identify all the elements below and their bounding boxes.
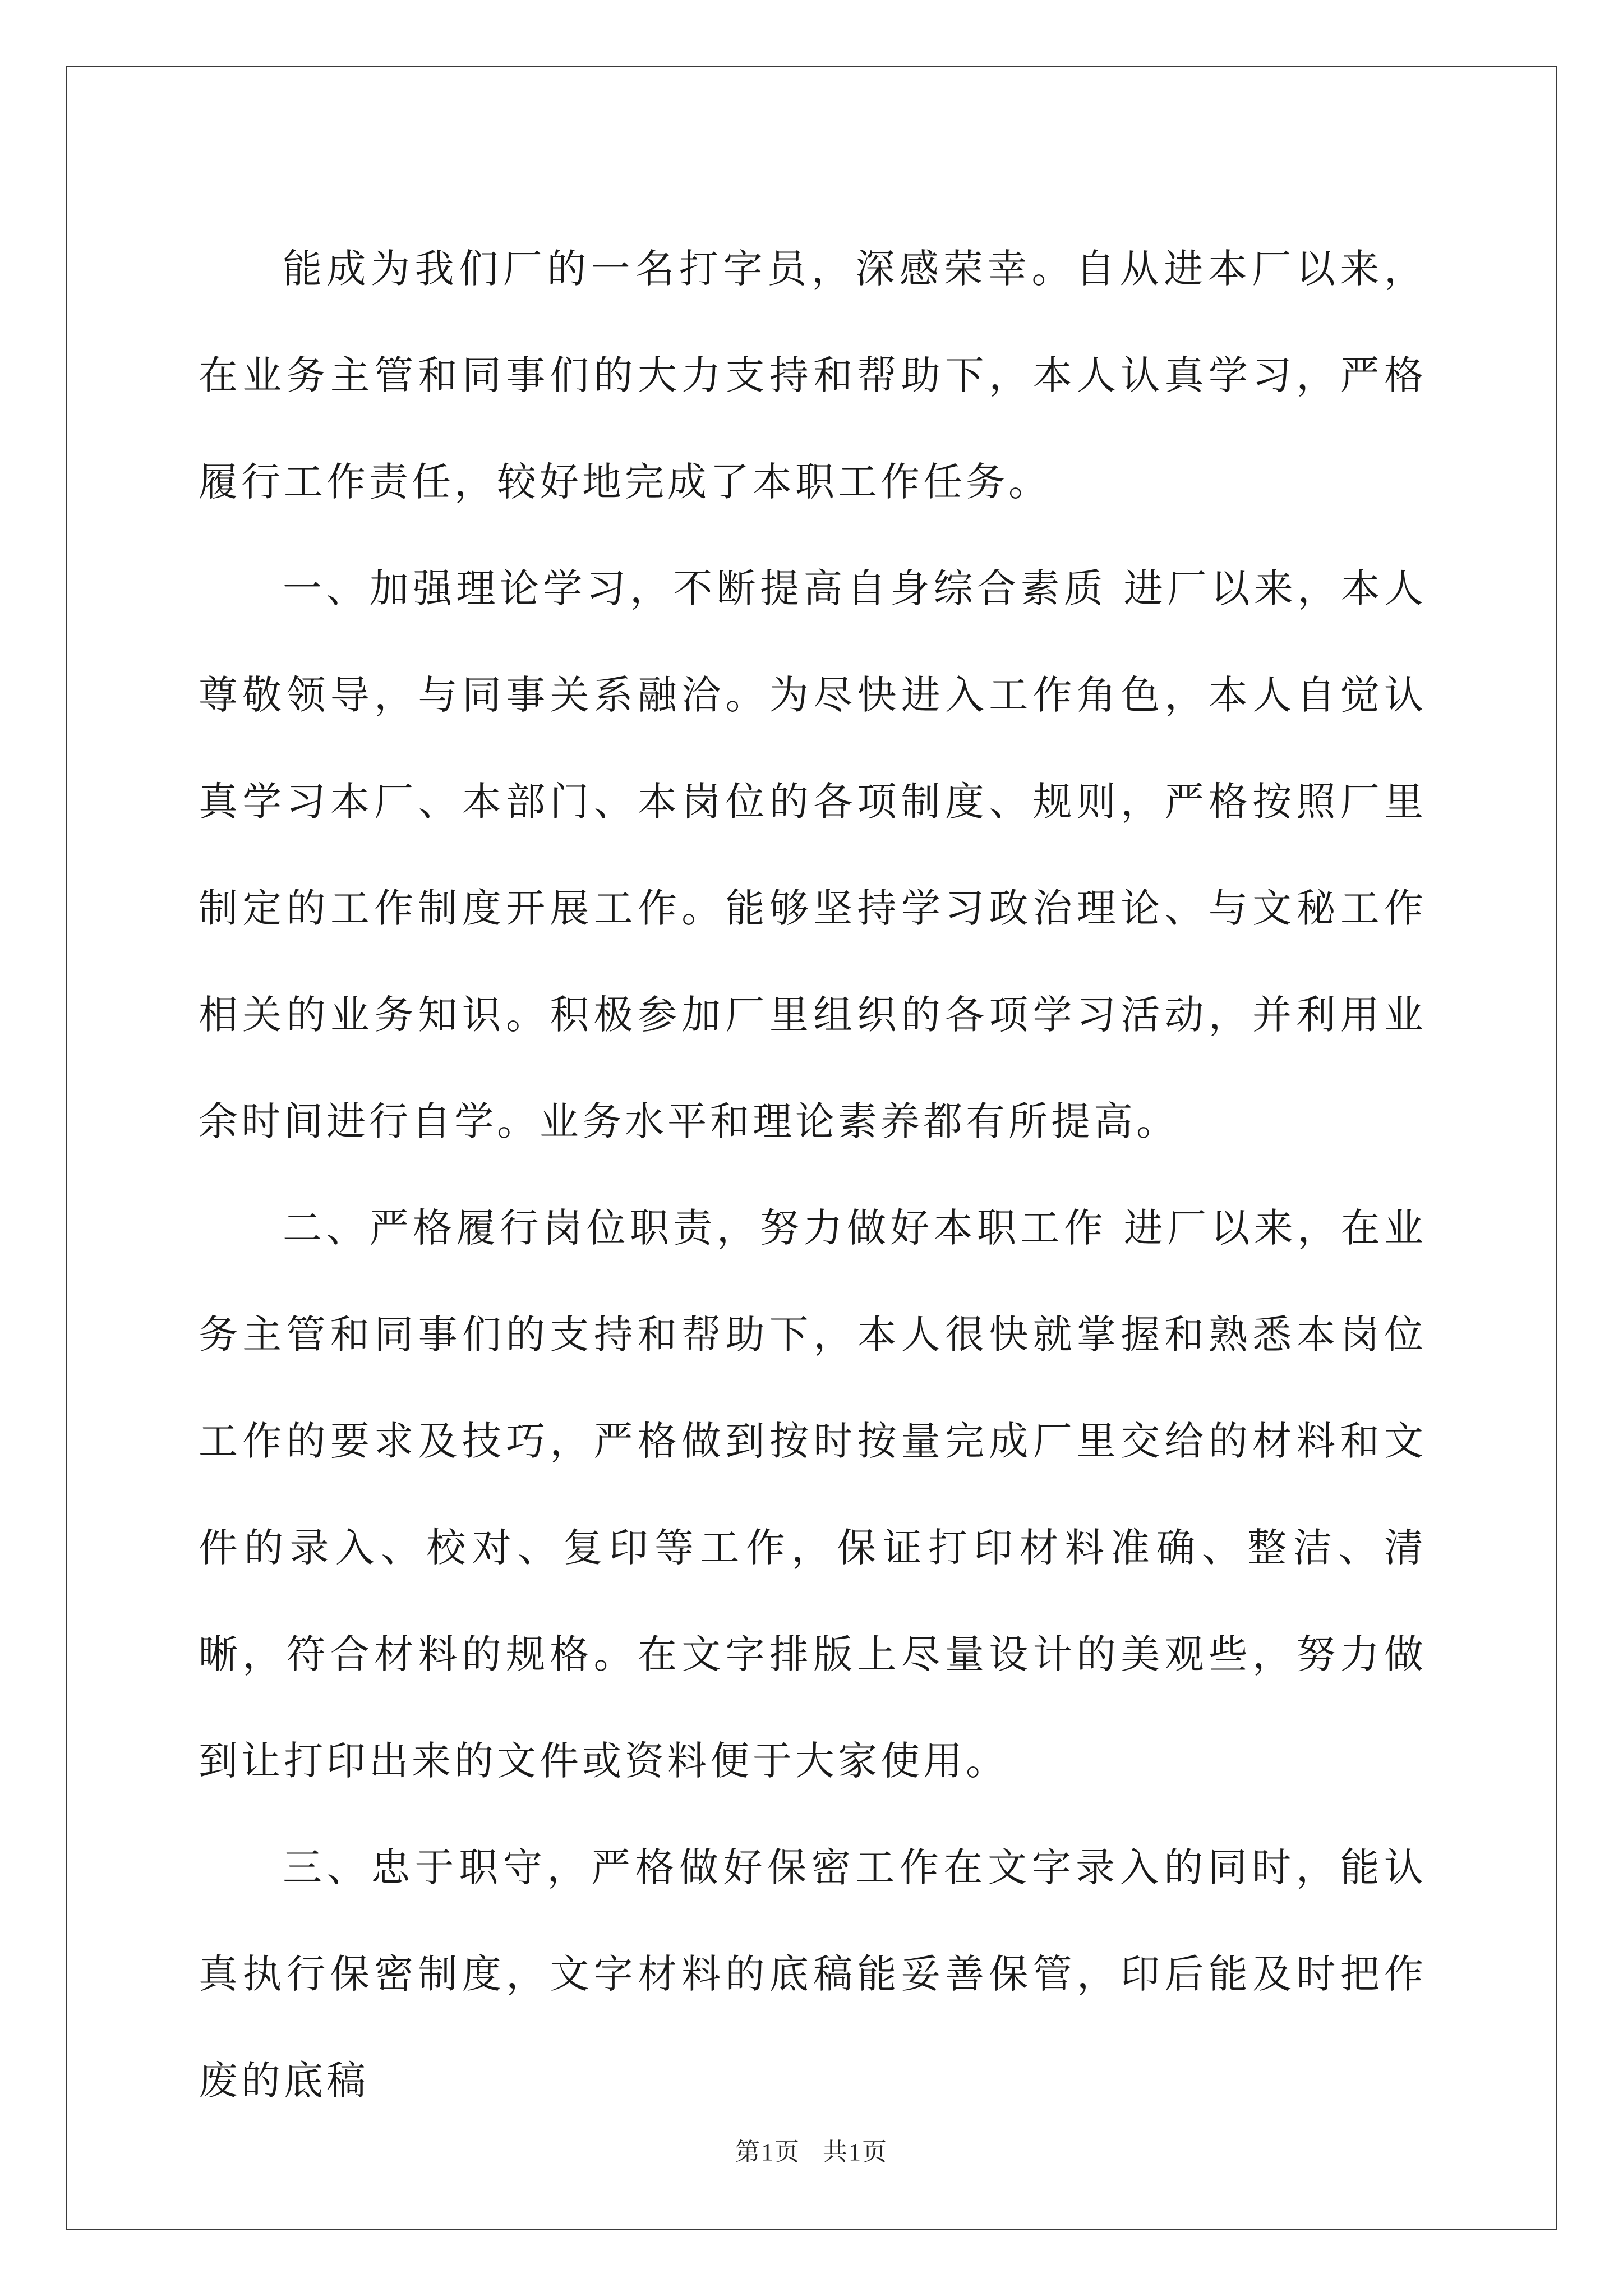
paragraph-intro: 能成为我们厂的一名打字员，深感荣幸。自从进本厂以来，在业务主管和同事们的大力支持和帮助下，本人认真学习，严格履行工作责任，较好地完成了本职工作任务。 (199, 246, 1427, 505)
document-body (199, 215, 1427, 2134)
page-number-current: 第1页 (735, 2138, 800, 2166)
paragraph-section-1: 一、加强理论学习，不断提高自身综合素质 进厂以来，本人尊敬领导，与同事关系融洽。为尽快进入工作角色，本人自觉认真学习本厂、本部门、本岗位的各项制度、规则，严格按照厂里制定的工作制度开展工作。能够坚持学习政治理论、与文秘工作相关的业务知识。积极参加厂里组织的各项学习活动，并利用业余时间进行自学。业务水平和理论素养都有所提高。 (199, 565, 1427, 1144)
paragraph-section-2: 二、严格履行岗位职责，努力做好本职工作 进厂以来，在业务主管和同事们的支持和帮助下，本人很快就掌握和熟悉本岗位工作的要求及技巧，严格做到按时按量完成厂里交给的材料和文件的录入、校对、复印等工作，保证打印材料准确、整洁、清晰，符合材料的规格。在文字排版上尽量设计的美观些，努力做到让打印出来的文件或资料便于大家使用。 (199, 1205, 1427, 1784)
paragraph-section-3: 三、忠于职守，严格做好保密工作在文字录入的同时，能认真执行保密制度，文字材料的底稿能妥善保管，印后能及时把作废的底稿 (199, 1844, 1427, 2104)
page-number-total: 共1页 (823, 2138, 888, 2166)
page-footer (0, 2132, 1623, 2168)
